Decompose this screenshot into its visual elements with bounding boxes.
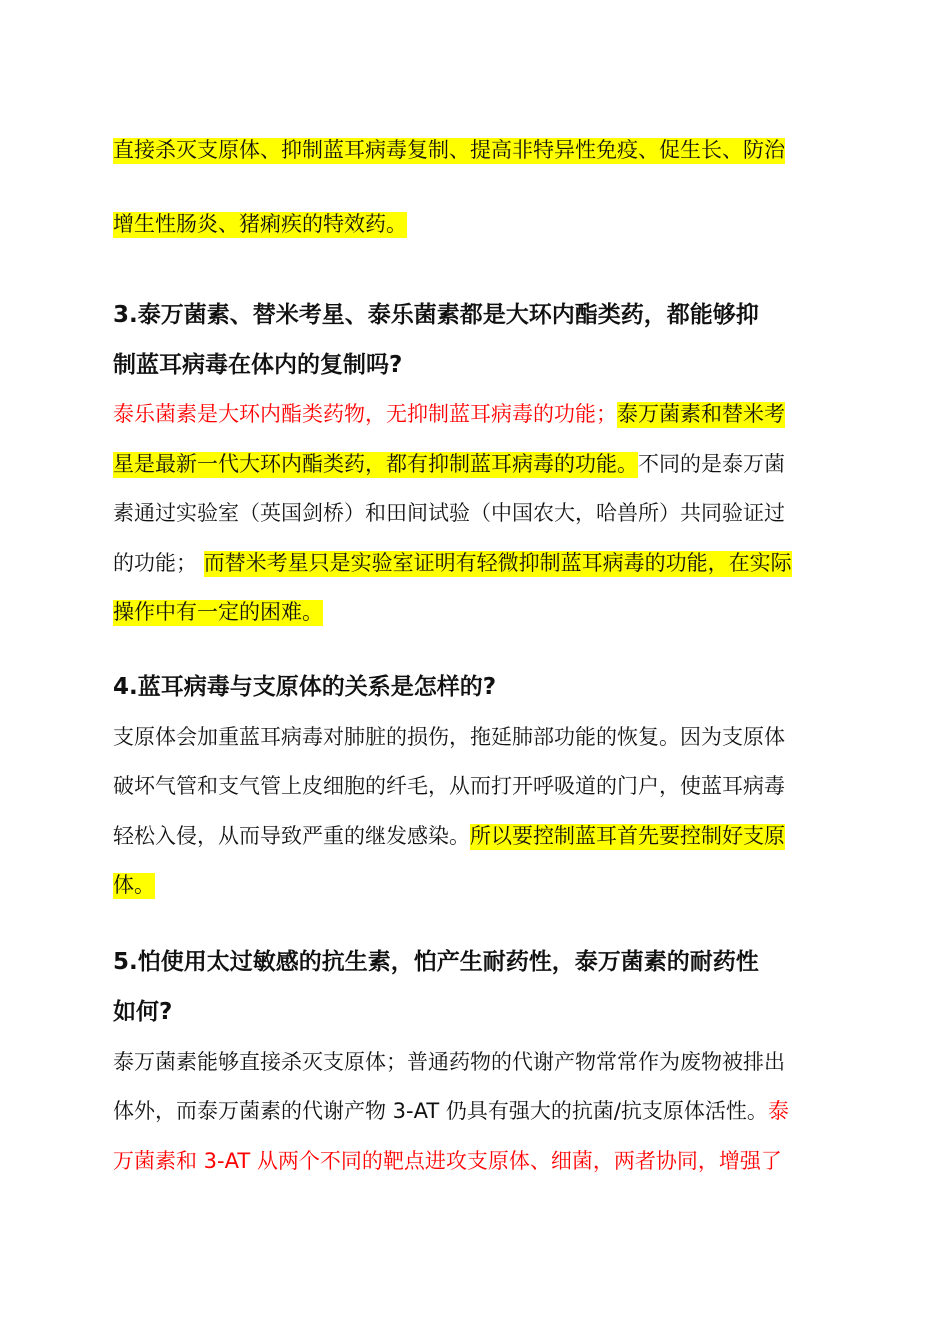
q4-answer-line-3	[113, 820, 785, 852]
q4-answer-line-2: 破坏气管和支气管上皮细胞的纤毛，从而打开呼吸道的门户，使蓝耳病毒	[113, 774, 785, 798]
q4-plain: 轻松入侵，从而导致严重的继发感染。	[113, 824, 470, 848]
intro-line-2	[113, 208, 407, 240]
q4-answer-line-4	[113, 869, 155, 901]
q3-answer-line-4	[113, 547, 792, 579]
q3-title-line-2: 制蓝耳病毒在体内的复制吗?	[113, 352, 403, 378]
q3-highlight-4: 操作中有一定的困难。	[113, 600, 323, 624]
q3-highlight-3: 而替米考星只是实验室证明有轻微抑制蓝耳病毒的功能，在实际	[203, 551, 792, 575]
q3-highlight-2: 星是最新一代大环内酯类药，都有抑制蓝耳病毒的功能。	[113, 452, 638, 476]
q3-answer-line-1	[113, 398, 785, 430]
q4-highlight-1: 所以要控制蓝耳首先要控制好支原	[470, 824, 785, 848]
q3-plain-2: 素通过实验室（英国剑桥）和田间试验（中国农大，哈兽所）共同验证过	[113, 501, 785, 525]
q4-answer-line-1: 支原体会加重蓝耳病毒对肺脏的损伤，拖延肺部功能的恢复。因为支原体	[113, 725, 785, 749]
q5-plain: 体外，而泰万菌素的代谢产物 3-AT 仍具有强大的抗菌/抗支原体活性。	[113, 1099, 768, 1123]
q3-answer-line-3	[113, 497, 785, 529]
q3-answer-line-5	[113, 596, 323, 628]
q5-answer-line-1: 泰万菌素能够直接杀灭支原体；普通药物的代谢产物常常作为废物被排出	[113, 1050, 785, 1074]
q4-highlight-2: 体。	[113, 873, 155, 897]
q5-answer-line-2	[113, 1095, 789, 1127]
q3-answer-line-2	[113, 448, 785, 480]
q4-title: 4.蓝耳病毒与支原体的关系是怎样的?	[113, 674, 497, 700]
q3-plain-1: 不同的是泰万菌	[638, 452, 785, 476]
q5-red-2: 万菌素和 3-AT 从两个不同的靶点进攻支原体、细菌，两者协同，增强了	[113, 1149, 782, 1173]
intro-line-1	[113, 134, 785, 166]
intro-line-2-highlight: 增生性肠炎、猪痢疾的特效药。	[113, 212, 407, 236]
q5-red-1: 泰	[767, 1099, 789, 1123]
q5-title-line-2: 如何?	[113, 999, 173, 1025]
q3-plain-3: 的功能；	[113, 551, 197, 575]
q3-red-text: 泰乐菌素是大环内酯类药物，无抑制蓝耳病毒的功能；	[113, 402, 617, 426]
q5-answer-line-3	[113, 1145, 782, 1177]
q3-title-line-1: 3.泰万菌素、替米考星、泰乐菌素都是大环内酯类药，都能够抑	[113, 302, 759, 328]
q3-highlight-1: 泰万菌素和替米考	[617, 402, 785, 426]
intro-line-1-highlight: 直接杀灭支原体、抑制蓝耳病毒复制、提高非特异性免疫、促生长、防治	[113, 138, 785, 162]
q5-title-line-1: 5.怕使用太过敏感的抗生素，怕产生耐药性，泰万菌素的耐药性	[113, 949, 759, 975]
